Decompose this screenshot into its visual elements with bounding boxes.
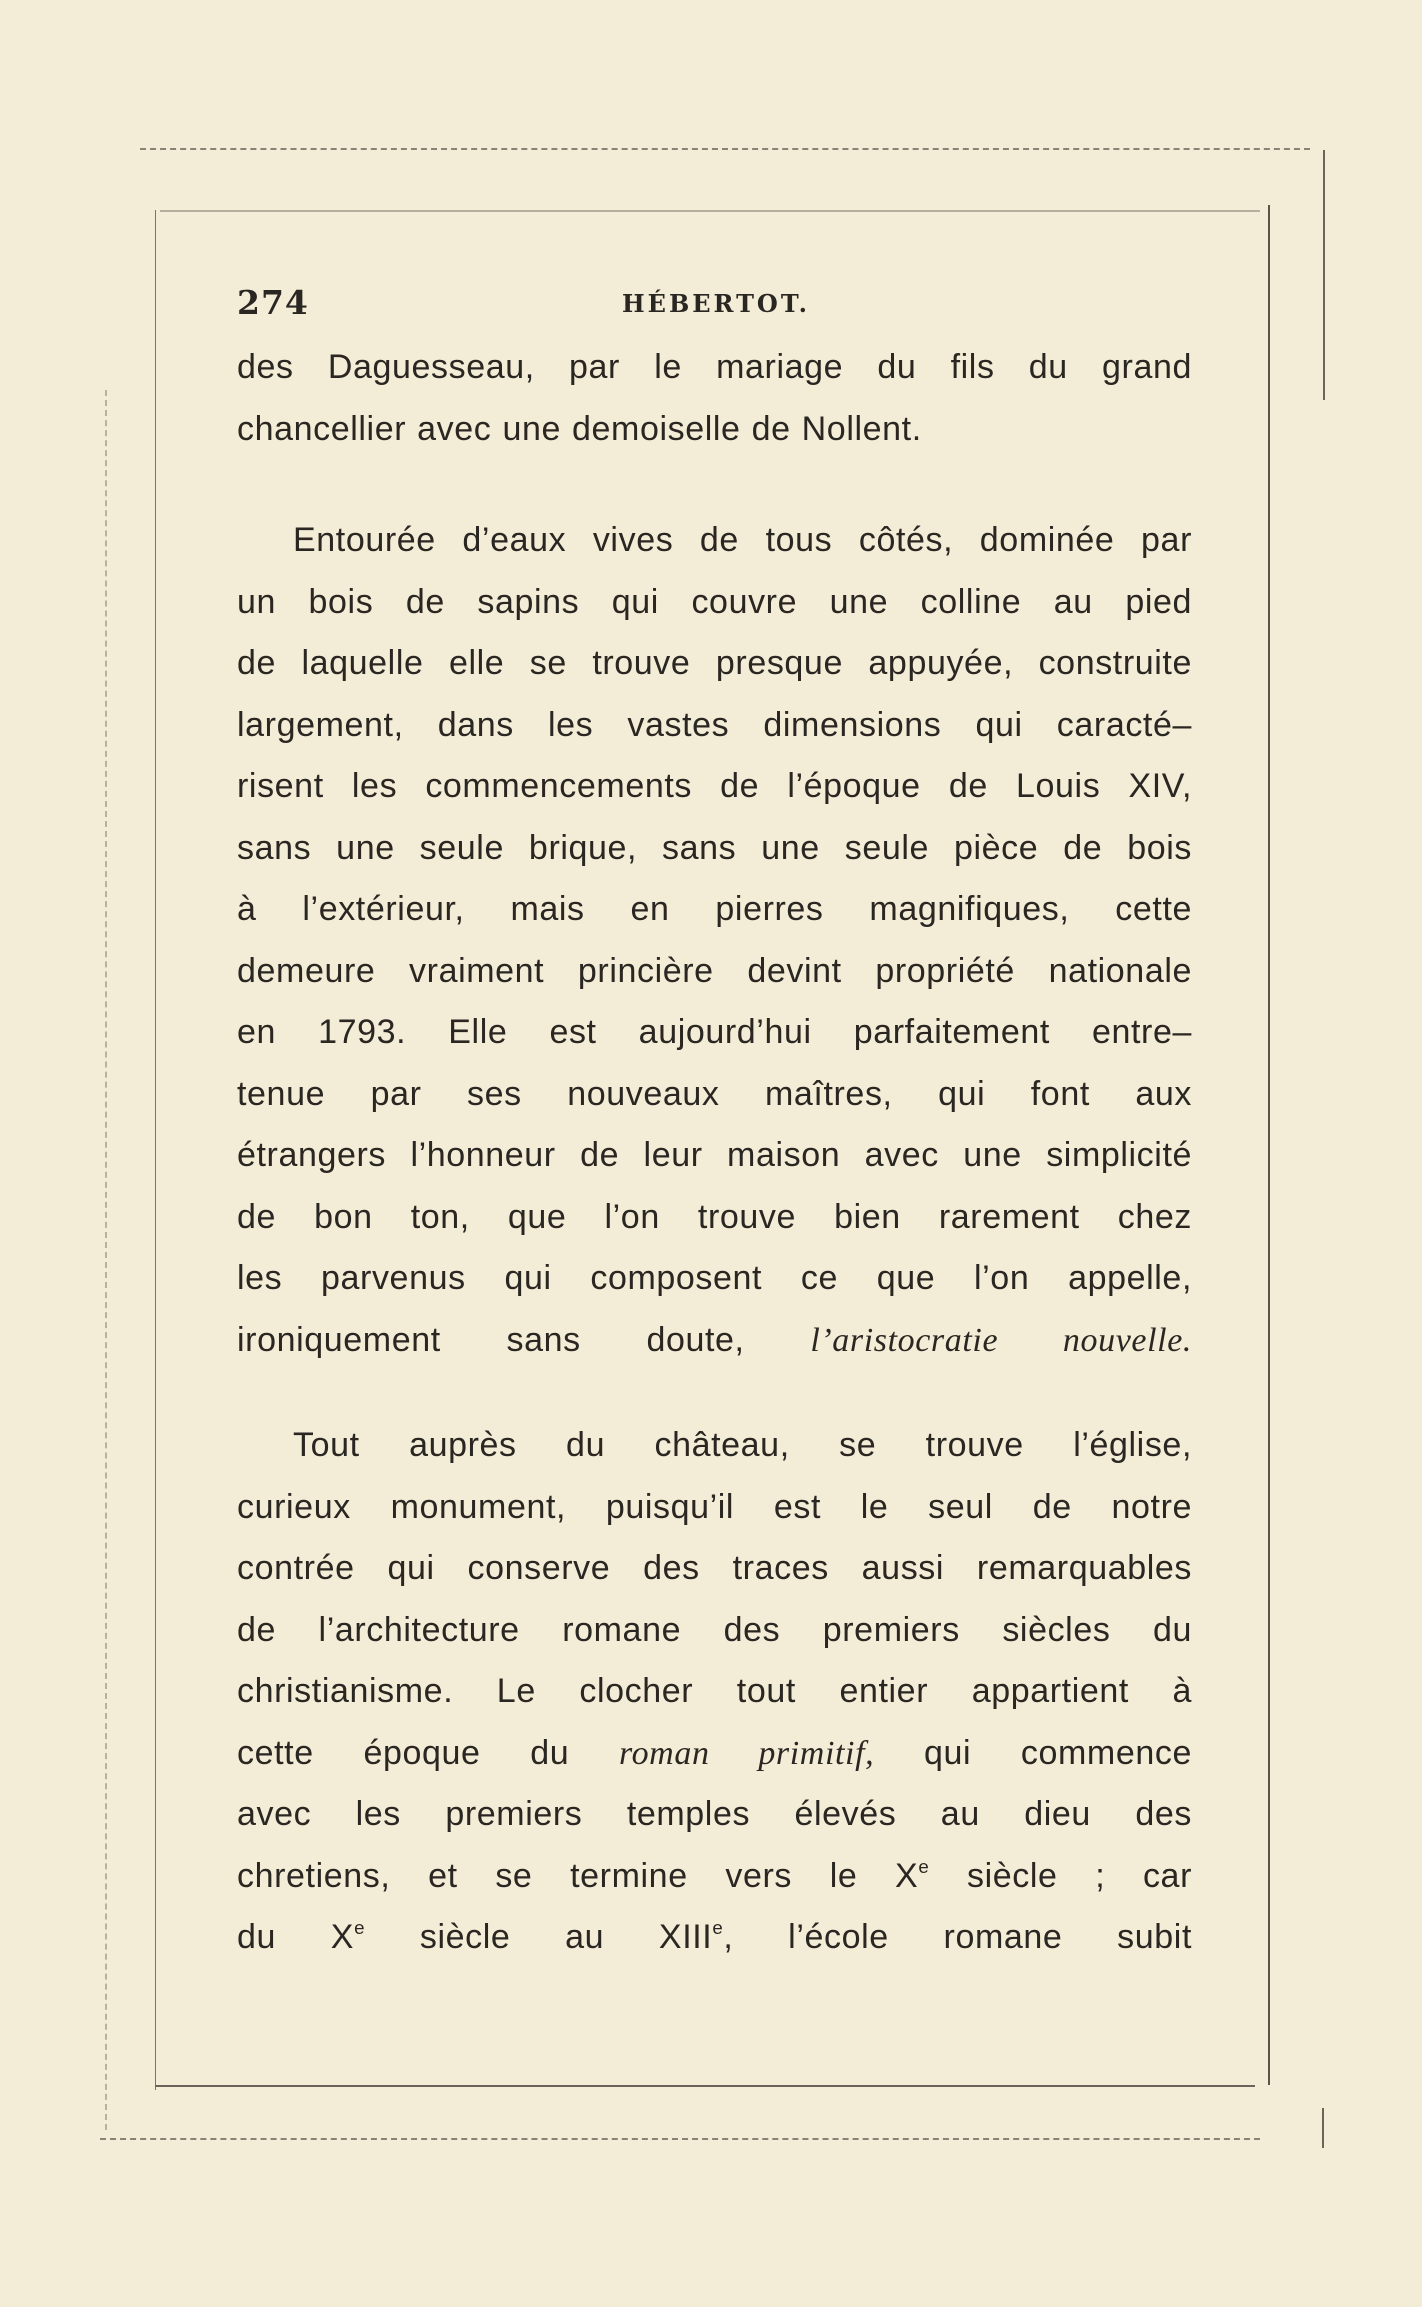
text-fragment: siècle ; car bbox=[929, 1856, 1192, 1895]
book-page bbox=[237, 283, 1192, 1969]
text-fragment: cette époque du bbox=[237, 1733, 620, 1772]
text-fragment: chretiens, et se termine vers le X bbox=[237, 1856, 919, 1895]
text-fragment: du X bbox=[237, 1918, 355, 1956]
text-line: les parvenus qui composent ce que l’on appelle, bbox=[237, 1259, 1192, 1297]
scan-border-bottom-outer bbox=[100, 2138, 1260, 2140]
paragraph-1 bbox=[237, 337, 1192, 460]
text-line: de bon ton, que l’on trouve bien rarement chez bbox=[237, 1197, 1192, 1236]
text-line: avec les premiers temples élevés au dieu des bbox=[237, 1795, 1192, 1833]
text-line bbox=[237, 1907, 1192, 1969]
text-line: étrangers l’honneur de leur maison avec une simplicité bbox=[237, 1136, 1192, 1174]
text-line: demeure vraiment princière devint propriété nationale bbox=[237, 951, 1192, 990]
italic-phrase: roman primitif, bbox=[619, 1734, 875, 1772]
running-head bbox=[237, 283, 1192, 337]
text-fragment: ironiquement sans doute, bbox=[237, 1320, 811, 1359]
running-title: HÉBERTOT. bbox=[622, 289, 810, 318]
text-line: chancellier avec une demoiselle de Nollent. bbox=[237, 409, 922, 448]
paragraph-3 bbox=[237, 1415, 1192, 1969]
text-fragment: siècle au XIII bbox=[365, 1918, 713, 1956]
scan-border-left bbox=[155, 210, 156, 2090]
text-line: Entourée d’eaux vives de tous côtés, dominée par bbox=[293, 521, 1192, 559]
text-line: tenue par ses nouveaux maîtres, qui font aux bbox=[237, 1074, 1192, 1113]
superscript: e bbox=[712, 1916, 724, 1938]
text-line: curieux monument, puisqu’il est le seul de notre bbox=[237, 1487, 1192, 1526]
text-line: risent les commencements de l’époque de Louis XIV, bbox=[237, 767, 1192, 805]
scan-border-top-inner bbox=[160, 210, 1260, 212]
text-line: sans une seule brique, sans une seule pièce de bois bbox=[237, 828, 1192, 867]
text-line: de laquelle elle se trouve presque appuyée, construite bbox=[237, 644, 1192, 682]
text-line-last bbox=[237, 1310, 1192, 1372]
italic-phrase: l’aristocratie nouvelle. bbox=[810, 1321, 1192, 1359]
page-number: 274 bbox=[237, 283, 309, 322]
text-line: largement, dans les vastes dimensions qui caracté– bbox=[237, 705, 1192, 744]
text-line: Tout auprès du château, se trouve l’église, bbox=[293, 1426, 1192, 1464]
text-line: en 1793. Elle est aujourd’hui parfaitement entre– bbox=[237, 1013, 1192, 1051]
text-line: un bois de sapins qui couvre une colline au pied bbox=[237, 582, 1192, 621]
paragraph-2 bbox=[237, 510, 1192, 1371]
scan-border-right bbox=[1268, 205, 1270, 2085]
scan-border-right-outer bbox=[1323, 150, 1325, 400]
scan-border-top bbox=[140, 148, 1310, 150]
text-line bbox=[237, 1846, 1192, 1908]
text-fragment: qui commence bbox=[874, 1733, 1192, 1772]
text-line: de l’architecture romane des premiers siècles du bbox=[237, 1610, 1192, 1649]
text-line: à l’extérieur, mais en pierres magnifiques, cette bbox=[237, 890, 1192, 928]
text-fragment: , l’école romane subit bbox=[723, 1918, 1193, 1956]
scan-border-bottom bbox=[155, 2085, 1255, 2087]
scan-border-right-bottom bbox=[1322, 2108, 1324, 2148]
text-line bbox=[237, 1723, 1192, 1785]
superscript: e bbox=[918, 1855, 930, 1877]
text-line: christianisme. Le clocher tout entier appartient à bbox=[237, 1672, 1192, 1710]
superscript: e bbox=[354, 1916, 366, 1938]
text-line: contrée qui conserve des traces aussi remarquables bbox=[237, 1549, 1192, 1587]
scan-border-left-outer bbox=[105, 390, 107, 2130]
text-line: des Daguesseau, par le mariage du fils du grand bbox=[237, 348, 1192, 386]
